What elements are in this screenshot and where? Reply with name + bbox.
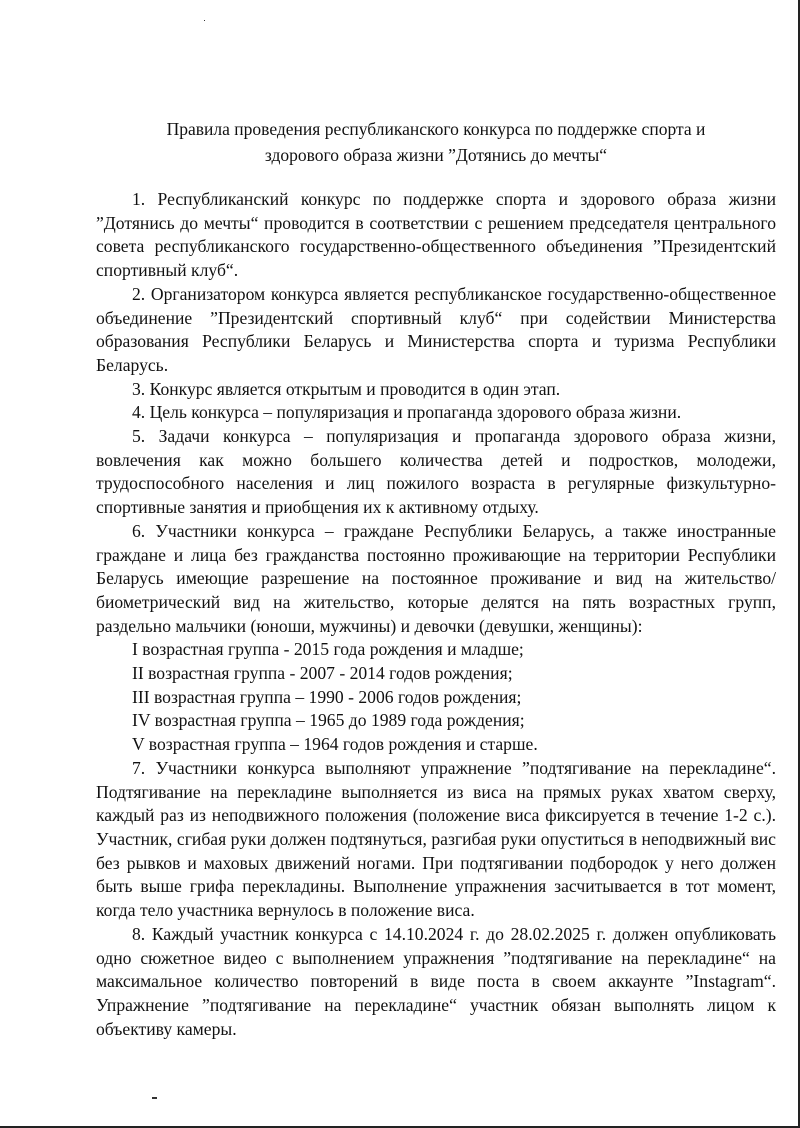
paragraph-3: 3. Конкурс является открытым и проводится в один этап. (132, 378, 561, 399)
age-group-1: I возрастная группа - 2015 года рождения и младше; (132, 639, 524, 660)
title-line-2: здорового образа жизни ”Дотянись до мечты“ (264, 145, 608, 165)
age-group-4: IV возрастная группа – 1965 до 1989 года рождения; (132, 710, 525, 731)
paragraph-4: 4. Цель конкурса – популяризация и пропаганда здорового образа жизни. (132, 402, 682, 423)
scan-speck (152, 1097, 157, 1099)
age-group-3: III возрастная группа – 1990 - 2006 годов рождения; (132, 686, 522, 707)
title-line-1: Правила проведения республиканского конкурса по поддержке спорта и (166, 119, 706, 139)
paragraph-7: 7. Участники конкурса выполняют упражнение ”подтягивание на перекладине“. Подтягивание на перекладине выполняется из виса на прямых руках хватом сверху, каждый раз из неподвижного положения (положение виса фиксируется в течение 1-2 с.). Участник, сгибая руки должен подтянуться, разгибая руки опуститься в неподвижный вис без рывков и маховых движений ногами. При подтягивании подбородок у него должен быть выше грифа перекладины. Выполнение упражнения засчитывается в тот момент, когда тело участника вернулось в положение виса. (96, 757, 776, 921)
scan-speck (204, 20, 205, 21)
paragraph-8: 8. Каждый участник конкурса с 14.10.2024 г. до 28.02.2025 г. должен опубликовать одно сюжетное видео с выполнением упражнения ”подтягивание на перекладине“ на максимальное количество повторений в виде поста в своем аккаунте ”Instagram“. Упражнение ”подтягивание на перекладине“ участник обязан выполнять лицом к объективу камеры. (96, 923, 776, 1039)
age-group-5: V возрастная группа – 1964 годов рождения и старше. (132, 734, 538, 755)
paragraph-2: 2. Организатором конкурса является республиканское государственно-общественное объединение ”Президентский спортивный клуб“ при содействии Министерства образования Республики Беларусь и Министерства спорта и туризма Республики Беларусь. (96, 283, 776, 375)
document-body (96, 188, 776, 1041)
age-group-2: II возрастная группа - 2007 - 2014 годов рождения; (132, 663, 513, 684)
paragraph-5: 5. Задачи конкурса – популяризация и пропаганда здорового образа жизни, вовлечения как можно большего количества детей и подростков, молодежи, трудоспособного населения и лиц пожилого возраста в регулярные физкультурно-спортивные занятия и приобщения их к активному отдыху. (96, 426, 776, 518)
document-title (96, 116, 776, 168)
paragraph-6: 6. Участники конкурса – граждане Республики Беларусь, а также иностранные граждане и лица без гражданства постоянно проживающие на территории Республики Беларусь имеющие разрешение на постоянное проживание и вид на жительство/биометрический вид на жительство, которые делятся на пять возрастных групп, раздельно мальчики (юноши, мужчины) и девочки (девушки, женщины): (96, 520, 776, 636)
paragraph-1: 1. Республиканский конкурс по поддержке спорта и здорового образа жизни ”Дотянись до мечты“ проводится в соответствии с решением председателя центрального совета республиканского государственно-общественного объединения ”Президентский спортивный клуб“. (96, 189, 776, 281)
